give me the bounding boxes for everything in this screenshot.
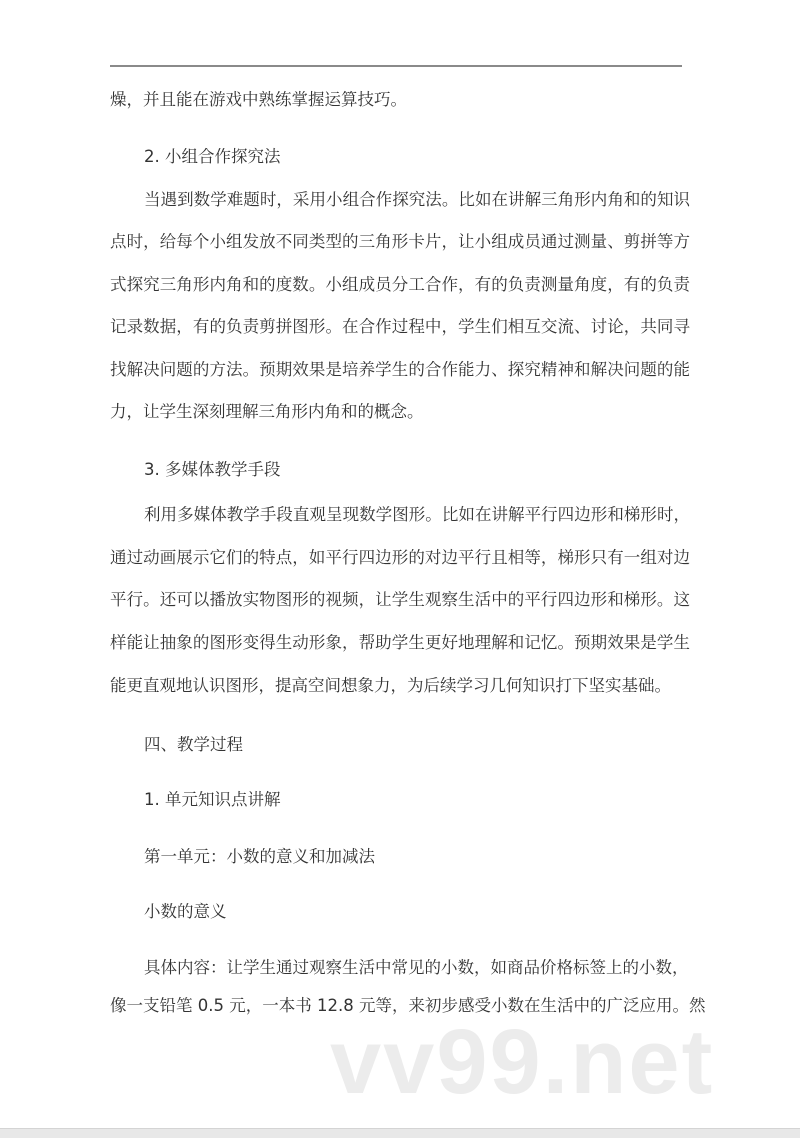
paragraph-line: 像一支铅笔 0.5 元，一本书 12.8 元等，来初步感受小数在生活中的广泛应用。然 (110, 996, 706, 1015)
paragraph-line: 找解决问题的方法。预期效果是培养学生的合作能力、探究精神和解决问题的能 (110, 360, 690, 379)
paragraph-line: 式探究三角形内角和的度数。小组成员分工合作，有的负责测量角度，有的负责 (110, 275, 690, 294)
paragraph-line: 记录数据，有的负责剪拼图形。在合作过程中，学生们相互交流、讨论，共同寻 (110, 317, 690, 336)
paragraph-line: 燥，并且能在游戏中熟练掌握运算技巧。 (110, 90, 407, 109)
header-rule (110, 65, 682, 67)
chapter-heading: 四、教学过程 (144, 735, 243, 754)
topic-heading: 小数的意义 (144, 902, 227, 921)
section-heading: 3. 多媒体教学手段 (144, 460, 281, 479)
watermark: vv99.net (330, 1011, 715, 1113)
paragraph-line: 点时，给每个小组发放不同类型的三角形卡片，让小组成员通过测量、剪拼等方 (110, 232, 690, 251)
paragraph-line: 当遇到数学难题时，采用小组合作探究法。比如在讲解三角形内角和的知识 (144, 190, 690, 209)
paragraph-line: 力，让学生深刻理解三角形内角和的概念。 (110, 402, 424, 421)
section-heading: 1. 单元知识点讲解 (144, 790, 281, 809)
paragraph-line: 样能让抽象的图形变得生动形象，帮助学生更好地理解和记忆。预期效果是学生 (110, 633, 690, 652)
unit-heading: 第一单元：小数的意义和加减法 (144, 847, 375, 866)
paragraph-line: 通过动画展示它们的特点，如平行四边形的对边平行且相等，梯形只有一组对边 (110, 548, 690, 567)
paragraph-line: 利用多媒体教学手段直观呈现数学图形。比如在讲解平行四边形和梯形时， (144, 505, 690, 524)
paragraph-line: 具体内容：让学生通过观察生活中常见的小数，如商品价格标签上的小数， (144, 958, 689, 977)
section-heading: 2. 小组合作探究法 (144, 147, 281, 166)
paragraph-line: 平行。还可以播放实物图形的视频，让学生观察生活中的平行四边形和梯形。这 (110, 590, 690, 609)
paragraph-line: 能更直观地认识图形，提高空间想象力，为后续学习几何知识打下坚实基础。 (110, 676, 671, 695)
